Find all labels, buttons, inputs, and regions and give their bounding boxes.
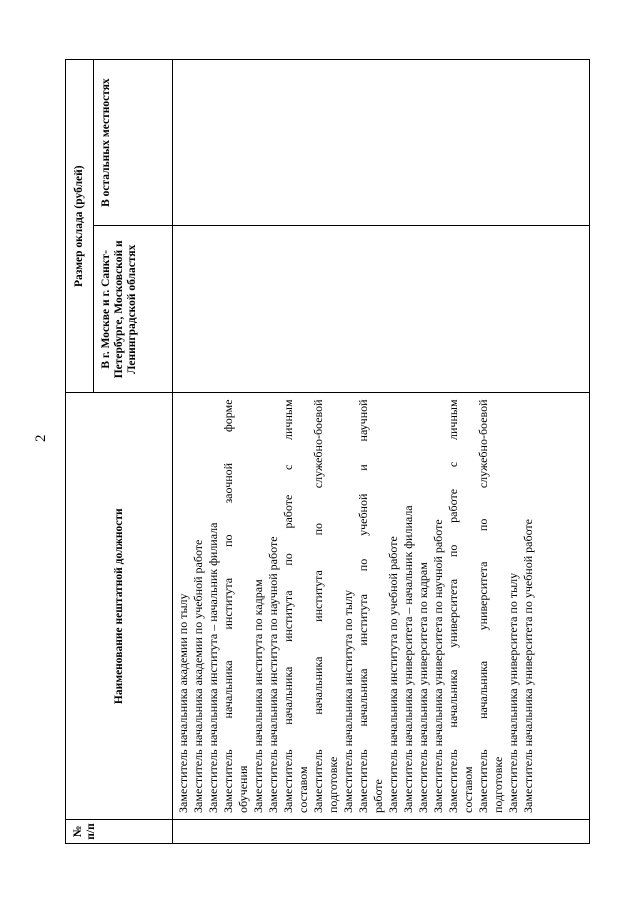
position-line: Заместитель начальника университета по тылу: [506, 572, 520, 813]
position-line: Заместитель начальника академии по тылу: [176, 593, 190, 813]
position-line: Заместитель начальника института по учебной работе: [386, 536, 400, 813]
position-line: Заместитель начальника академии по учебной работе: [191, 539, 205, 813]
position-line: Заместитель начальника института по тылу: [341, 590, 355, 813]
header-num: № п/п: [66, 819, 173, 843]
position-line: Заместитель начальника института по учебной и научной: [356, 399, 370, 813]
cell-moscow: [173, 226, 590, 393]
position-line: Заместитель начальника университета по служебно-боевой: [476, 399, 490, 813]
position-line: составом: [461, 766, 475, 813]
position-line: составом: [296, 766, 310, 813]
page-number: 2: [33, 434, 49, 442]
header-salary: Размер оклада (рублей): [66, 60, 94, 393]
cell-other: [173, 60, 590, 226]
salary-table: [65, 59, 590, 844]
header-name: Наименование нештатной должности: [66, 393, 173, 820]
position-line: Заместитель начальника университета – начальник филиала: [401, 505, 415, 813]
position-line: подготовке: [326, 756, 340, 813]
rotated-table-wrapper: [65, 59, 589, 844]
cell-num: [173, 819, 590, 843]
position-line: Заместитель начальника института по работе с личным: [281, 399, 295, 813]
position-line: Заместитель начальника института по служебно-боевой: [311, 399, 325, 813]
position-line: обучения: [236, 765, 250, 813]
position-line: Заместитель начальника института по заочной форме: [221, 399, 235, 813]
header-moscow: В г. Москве и г. Санкт-Петербурге, Московской и Ленинградской областях: [94, 226, 173, 393]
position-line: Заместитель начальника института по научной работе: [266, 536, 280, 813]
position-line: Заместитель начальника университета по кадрам: [416, 562, 430, 813]
position-line: работе: [371, 779, 385, 813]
position-line: Заместитель начальника университета по учебной работе: [521, 519, 535, 813]
position-line: Заместитель начальника университета по научной работе: [431, 519, 445, 813]
position-line: Заместитель начальника университета по работе с личным: [446, 399, 460, 813]
cell-positions: [173, 393, 590, 820]
position-line: подготовке: [491, 756, 505, 813]
position-line: Заместитель начальника института по кадрам: [251, 579, 265, 813]
position-line: Заместитель начальника института – начальник филиала: [206, 522, 220, 813]
header-other: В остальных местностях: [94, 60, 173, 226]
